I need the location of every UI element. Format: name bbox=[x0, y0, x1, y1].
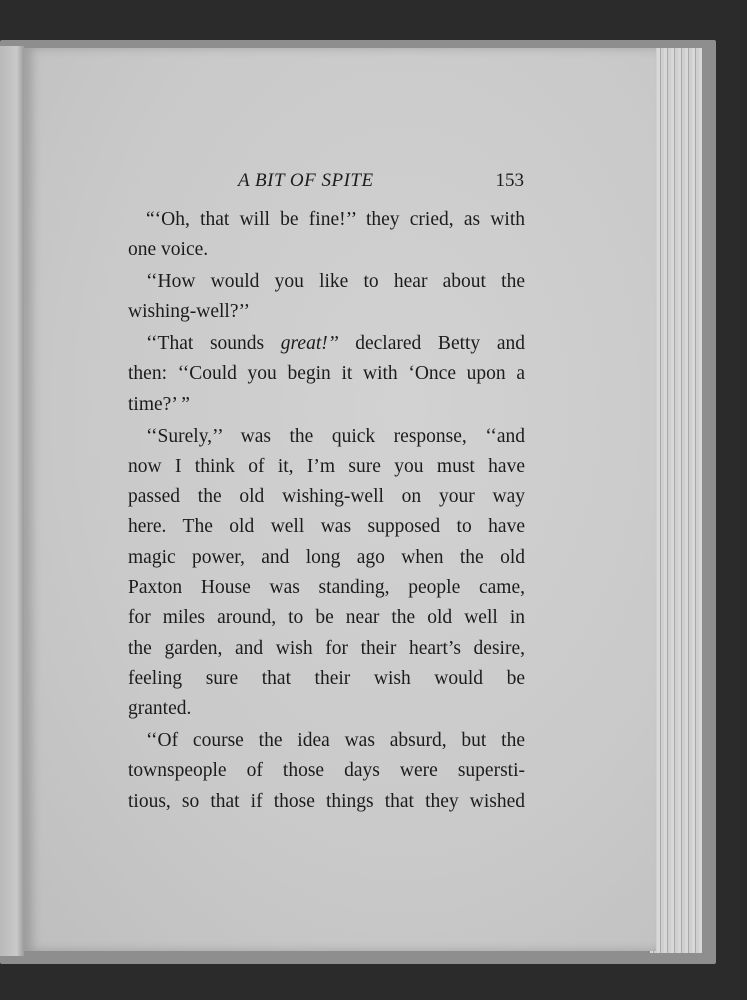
text-line: here. The old well was supposed to have bbox=[128, 516, 525, 538]
running-head bbox=[128, 170, 524, 196]
text-line: ‘‘Surely,’’ was the quick response, ‘‘and bbox=[146, 425, 525, 447]
text-fragment: ‘‘That sounds bbox=[146, 333, 281, 355]
page-stack-edge bbox=[650, 48, 702, 953]
text-line: then: ‘‘Could you begin it with ‘Once upon a bbox=[128, 363, 525, 385]
emphasis-text: great!’’ bbox=[280, 333, 339, 355]
page-number: 153 bbox=[495, 170, 524, 191]
text-line: tious, so that if those things that they wished bbox=[128, 790, 525, 812]
text-line: Paxton House was standing, people came, bbox=[128, 577, 525, 599]
text-line: passed the old wishing-well on your way bbox=[128, 486, 525, 508]
text-line: for miles around, to be near the old well in bbox=[128, 607, 525, 629]
left-page-edge bbox=[0, 46, 24, 956]
text-line: now I think of it, I’m sure you must have bbox=[128, 455, 525, 477]
text-line: feeling sure that their wish would be bbox=[128, 667, 525, 689]
text-line: the garden, and wish for their heart’s desire, bbox=[128, 637, 525, 659]
text-line-with-emphasis bbox=[128, 329, 525, 359]
text-line: townspeople of those days were supersti- bbox=[128, 760, 525, 782]
chapter-title: A BIT OF SPITE bbox=[238, 170, 374, 191]
text-line: ‘‘How would you like to hear about the bbox=[146, 271, 525, 293]
text-line: time?’ ” bbox=[128, 393, 190, 415]
text-line: granted. bbox=[128, 698, 192, 720]
text-line: one voice. bbox=[128, 239, 209, 261]
body-text bbox=[128, 205, 525, 817]
text-line: ‘‘Of course the idea was absurd, but the bbox=[146, 730, 525, 752]
text-line: “‘Oh, that will be fine!’’ they cried, as with bbox=[146, 209, 525, 230]
text-fragment: declared Betty and bbox=[338, 333, 526, 355]
text-line: magic power, and long ago when the old bbox=[128, 546, 525, 568]
text-line: wishing-well?’’ bbox=[128, 301, 251, 323]
